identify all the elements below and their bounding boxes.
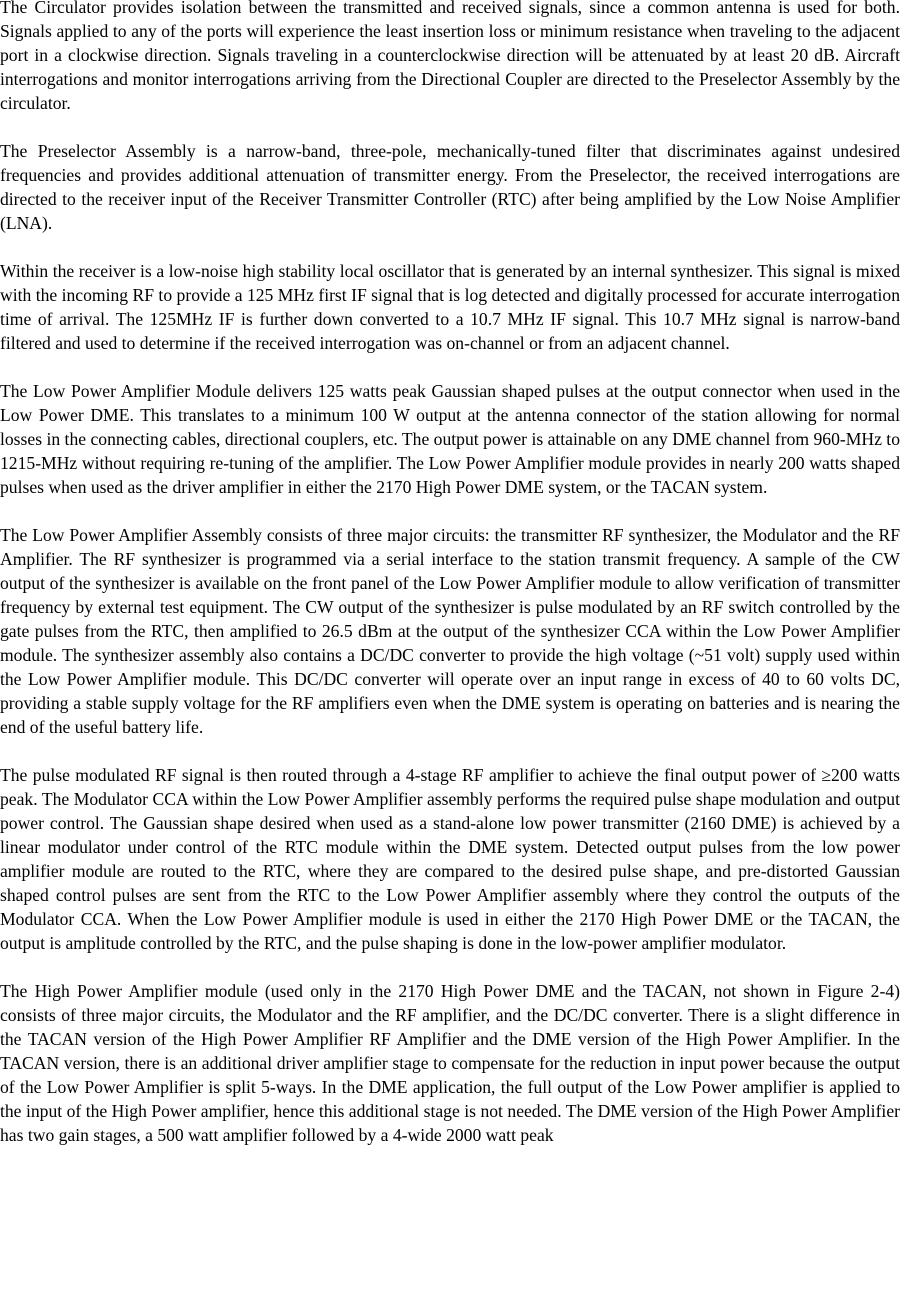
paragraph-high-power-amplifier: The High Power Amplifier module (used only in the 2170 High Power DME and the TACAN, not shown in Figure 2-4) consists of three major circuits, the Modulator and the RF amplifier, and the DC/DC converter. There is a slight difference in the TACAN version of the High Power Amplifier RF Amplifier and the DME version of the High Power Amplifier. In the TACAN version, there is an additional driver amplifier stage to compensate for the reduction in input power because the output of the Low Power Amplifier is split 5-ways. In the DME application, the full output of the Low Power amplifier is applied to the input of the High Power amplifier, hence this additional stage is not needed. The DME version of the High Power Amplifier has two gain stages, a 500 watt amplifier followed by a 4-wide 2000 watt peak bbox=[0, 981, 900, 1145]
paragraph-circulator: The Circulator provides isolation between the transmitted and received signals, since a common antenna is used for both. Signals applied to any of the ports will experience the least insertion loss or minimum resistance when traveling to the adjacent port in a clockwise direction. Signals traveling in a counterclockwise direction will be attenuated by at least 20 dB. Aircraft interrogations and monitor interrogations arriving from the Directional Coupler are directed to the Preselector Assembly by the circulator. bbox=[0, 0, 900, 113]
paragraph-low-power-amplifier-module: The Low Power Amplifier Module delivers 125 watts peak Gaussian shaped pulses at the output connector when used in the Low Power DME. This translates to a minimum 100 W output at the antenna connector of the station allowing for normal losses in the connecting cables, directional couplers, etc. The output power is attainable on any DME channel from 960-MHz to 1215-MHz without requiring re-tuning of the amplifier. The Low Power Amplifier module provides in nearly 200 watts shaped pulses when used as the driver amplifier in either the 2170 High Power DME system, or the TACAN system. bbox=[0, 381, 900, 497]
paragraph-low-power-amplifier-assembly: The Low Power Amplifier Assembly consists of three major circuits: the transmitter RF synthesizer, the Modulator and the RF Amplifier. The RF synthesizer is programmed via a serial interface to the station transmit frequency. A sample of the CW output of the synthesizer is available on the front panel of the Low Power Amplifier module to allow verification of transmitter frequency by external test equipment. The CW output of the synthesizer is pulse modulated by an RF switch controlled by the gate pulses from the RTC, then amplified to 26.5 dBm at the output of the synthesizer CCA within the Low Power Amplifier module. The synthesizer assembly also contains a DC/DC converter to provide the high voltage (~51 volt) supply used within the Low Power Amplifier module. This DC/DC converter will operate over an input range in excess of 40 to 60 volts DC, providing a stable supply voltage for the RF amplifiers even when the DME system is operating on batteries and is nearing the end of the useful battery life. bbox=[0, 525, 900, 737]
paragraph-pulse-modulated-rf: The pulse modulated RF signal is then routed through a 4-stage RF amplifier to achieve the final output power of ≥200 watts peak. The Modulator CCA within the Low Power Amplifier assembly performs the required pulse shape modulation and output power control. The Gaussian shape desired when used as a stand-alone low power transmitter (2160 DME) is achieved by a linear modulator under control of the RTC module within the DME system. Detected output pulses from the low power amplifier module are routed to the RTC, where they are compared to the desired pulse shape, and pre-distorted Gaussian shaped control pulses are sent from the RTC to the Low Power Amplifier assembly where they control the outputs of the Modulator CCA. When the Low Power Amplifier module is used in either the 2170 High Power DME or the TACAN, the output is amplitude controlled by the RTC, and the pulse shaping is done in the low-power amplifier modulator. bbox=[0, 765, 900, 953]
paragraph-receiver: Within the receiver is a low-noise high stability local oscillator that is generated by an internal synthesizer. This signal is mixed with the incoming RF to provide a 125 MHz first IF signal that is log detected and digitally processed for accurate interrogation time of arrival. The 125MHz IF is further down converted to a 10.7 MHz IF signal. This 10.7 MHz signal is narrow-band filtered and used to determine if the received interrogation was on-channel or from an adjacent channel. bbox=[0, 261, 900, 353]
paragraph-preselector: The Preselector Assembly is a narrow-band, three-pole, mechanically-tuned filter that discriminates against undesired frequencies and provides additional attenuation of transmitter energy. From the Preselector, the received interrogations are directed to the receiver input of the Receiver Transmitter Controller (RTC) after being amplified by the Low Noise Amplifier (LNA). bbox=[0, 141, 900, 233]
